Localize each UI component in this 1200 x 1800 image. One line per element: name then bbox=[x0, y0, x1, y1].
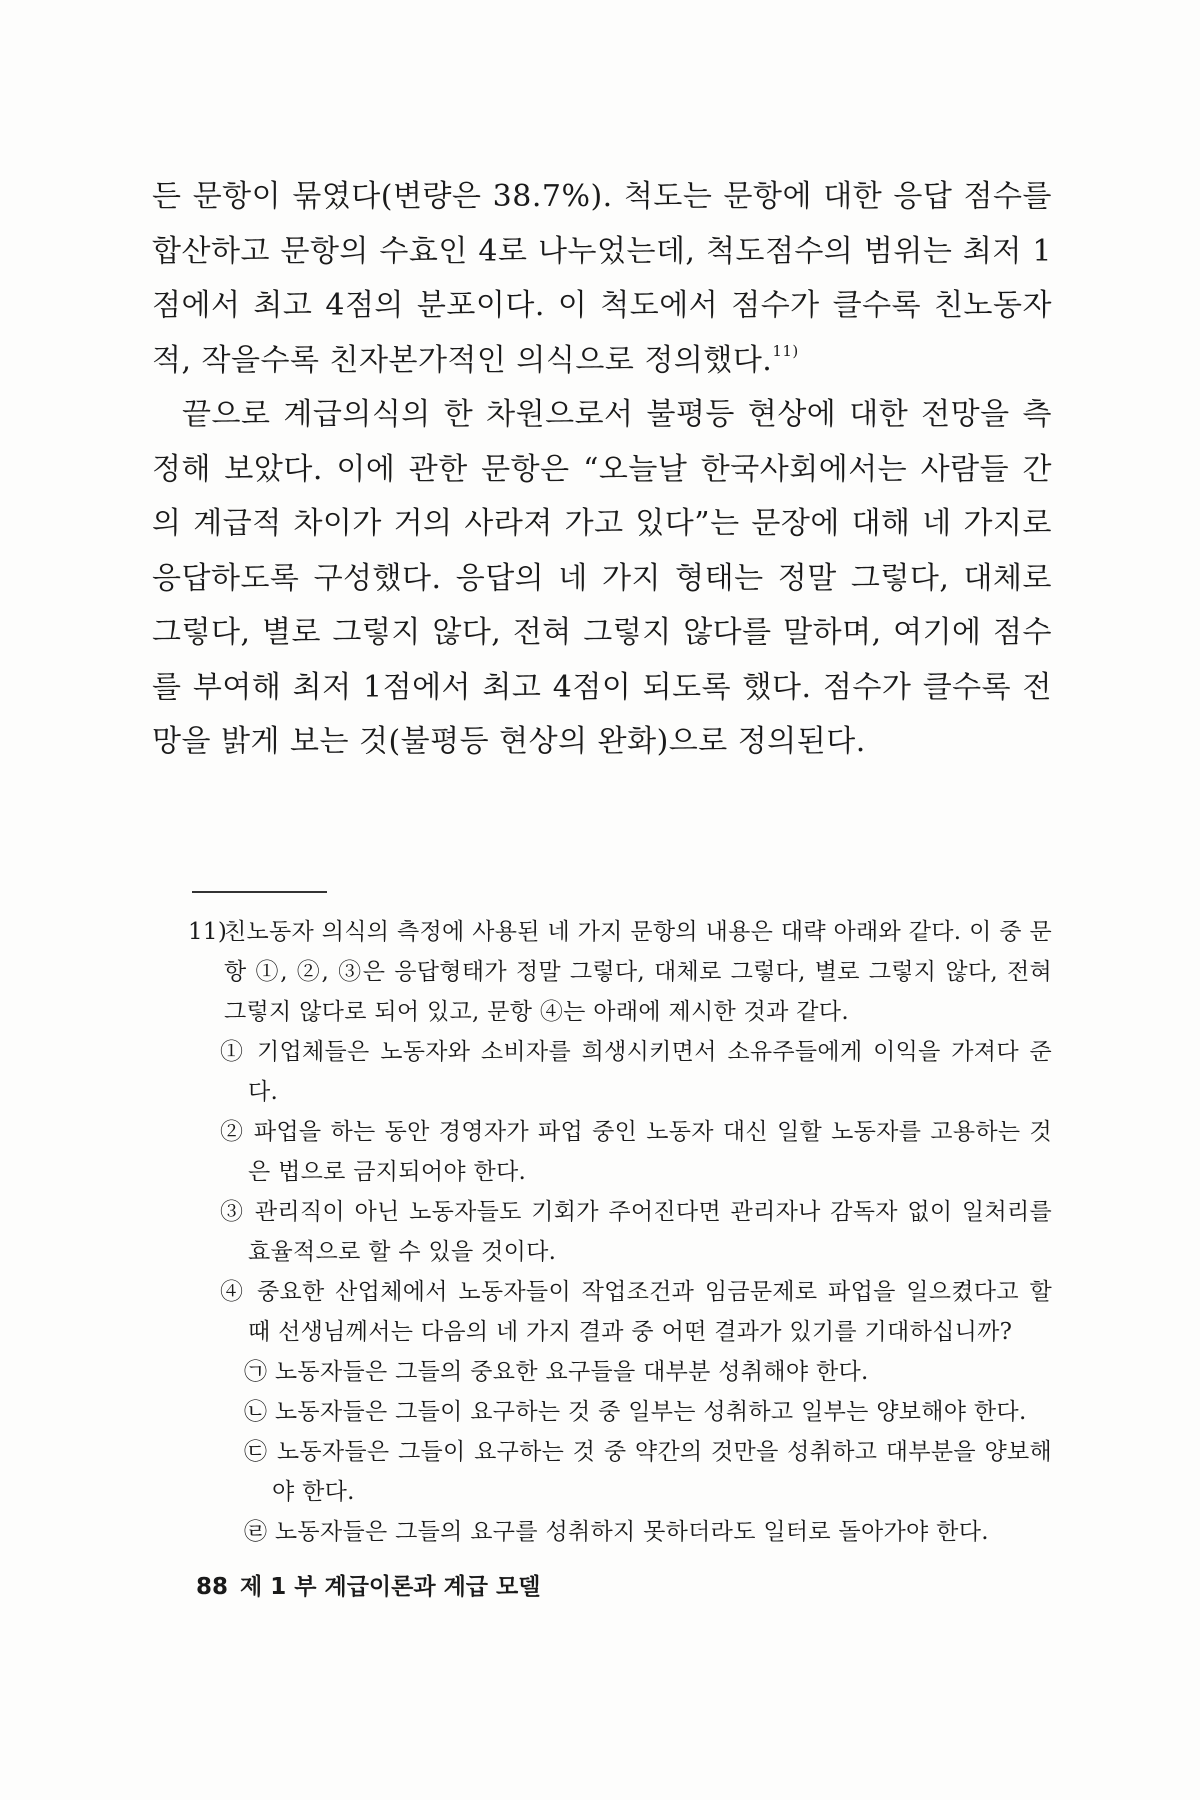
footnote-block bbox=[188, 912, 1052, 1552]
footnote-number: 11) bbox=[188, 919, 228, 945]
paragraph-1-text: 든 문항이 묶였다(변량은 38.7%). 척도는 문항에 대한 응답 점수를 합산하고 문항의 수효인 4로 나누었는데, 척도점수의 범위는 최저 1점에서 최고 4점의 분포이다. 이 척도에서 점수가 클수록 친노동자적, 작을수록 친자본가적인 의식으로 정의했다. bbox=[152, 179, 1052, 378]
footnote-subitem-b: ㉡ 노동자들은 그들이 요구하는 것 중 일부는 성취하고 일부는 양보해야 한다. bbox=[244, 1399, 1027, 1425]
footnote-divider bbox=[192, 891, 327, 893]
footnote-reference: 11) bbox=[772, 341, 799, 360]
running-section-title: 제 1 부 계급이론과 계급 모델 bbox=[240, 1574, 541, 1600]
footnote-subitem-a: ㉠ 노동자들은 그들의 중요한 요구들을 대부분 성취해야 한다. bbox=[244, 1359, 869, 1385]
body-text bbox=[152, 170, 1052, 770]
footnote-text: 친노동자 의식의 측정에 사용된 네 가지 문항의 내용은 대략 아래와 같다. 이 중 문항 ①, ②, ③은 응답형태가 정말 그렇다, 대체로 그렇다, 별로 그렇지 않다, 전혀 그렇지 않다로 되어 있고, 문항 ④는 아래에 제시한 것과 같다. bbox=[224, 919, 1052, 1025]
footnote-item-4: ④ 중요한 산업체에서 노동자들이 작업조건과 임금문제로 파업을 일으켰다고 할 때 선생님께서는 다음의 네 가지 결과 중 어떤 결과가 있기를 기대하십니까? bbox=[220, 1279, 1052, 1345]
body-paragraph-1 bbox=[152, 170, 1052, 388]
page-footer bbox=[196, 1568, 540, 1601]
footnote-subitem-d: ㉣ 노동자들은 그들의 요구를 성취하지 못하더라도 일터로 돌아가야 한다. bbox=[244, 1519, 989, 1545]
footnote-item-2: ② 파업을 하는 동안 경영자가 파업 중인 노동자 대신 일할 노동자를 고용하는 것은 법으로 금지되어야 한다. bbox=[220, 1119, 1052, 1185]
footnote-item-1: ① 기업체들은 노동자와 소비자를 희생시키면서 소유주들에게 이익을 가져다 준다. bbox=[220, 1039, 1052, 1105]
footnote-11 bbox=[188, 912, 1052, 1032]
body-paragraph-2: 끝으로 계급의식의 한 차원으로서 불평등 현상에 대한 전망을 측정해 보았다. 이에 관한 문항은 “오늘날 한국사회에서는 사람들 간의 계급적 차이가 거의 사라져 가고 있다”는 문장에 대해 네 가지로 응답하도록 구성했다. 응답의 네 가지 형태는 정말 그렇다, 대체로 그렇다, 별로 그렇지 않다, 전혀 그렇지 않다를 말하며, 여기에 점수를 부여해 최저 1점에서 최고 4점이 되도록 했다. 점수가 클수록 전망을 밝게 보는 것(불평등 현상의 완화)으로 정의된다. bbox=[152, 397, 1052, 759]
footnote-item-3: ③ 관리직이 아닌 노동자들도 기회가 주어진다면 관리자나 감독자 없이 일처리를 효율적으로 할 수 있을 것이다. bbox=[220, 1199, 1052, 1265]
footnote-subitem-c: ㉢ 노동자들은 그들이 요구하는 것 중 약간의 것만을 성취하고 대부분을 양보해야 한다. bbox=[244, 1439, 1052, 1505]
page-number: 88 bbox=[196, 1574, 229, 1600]
